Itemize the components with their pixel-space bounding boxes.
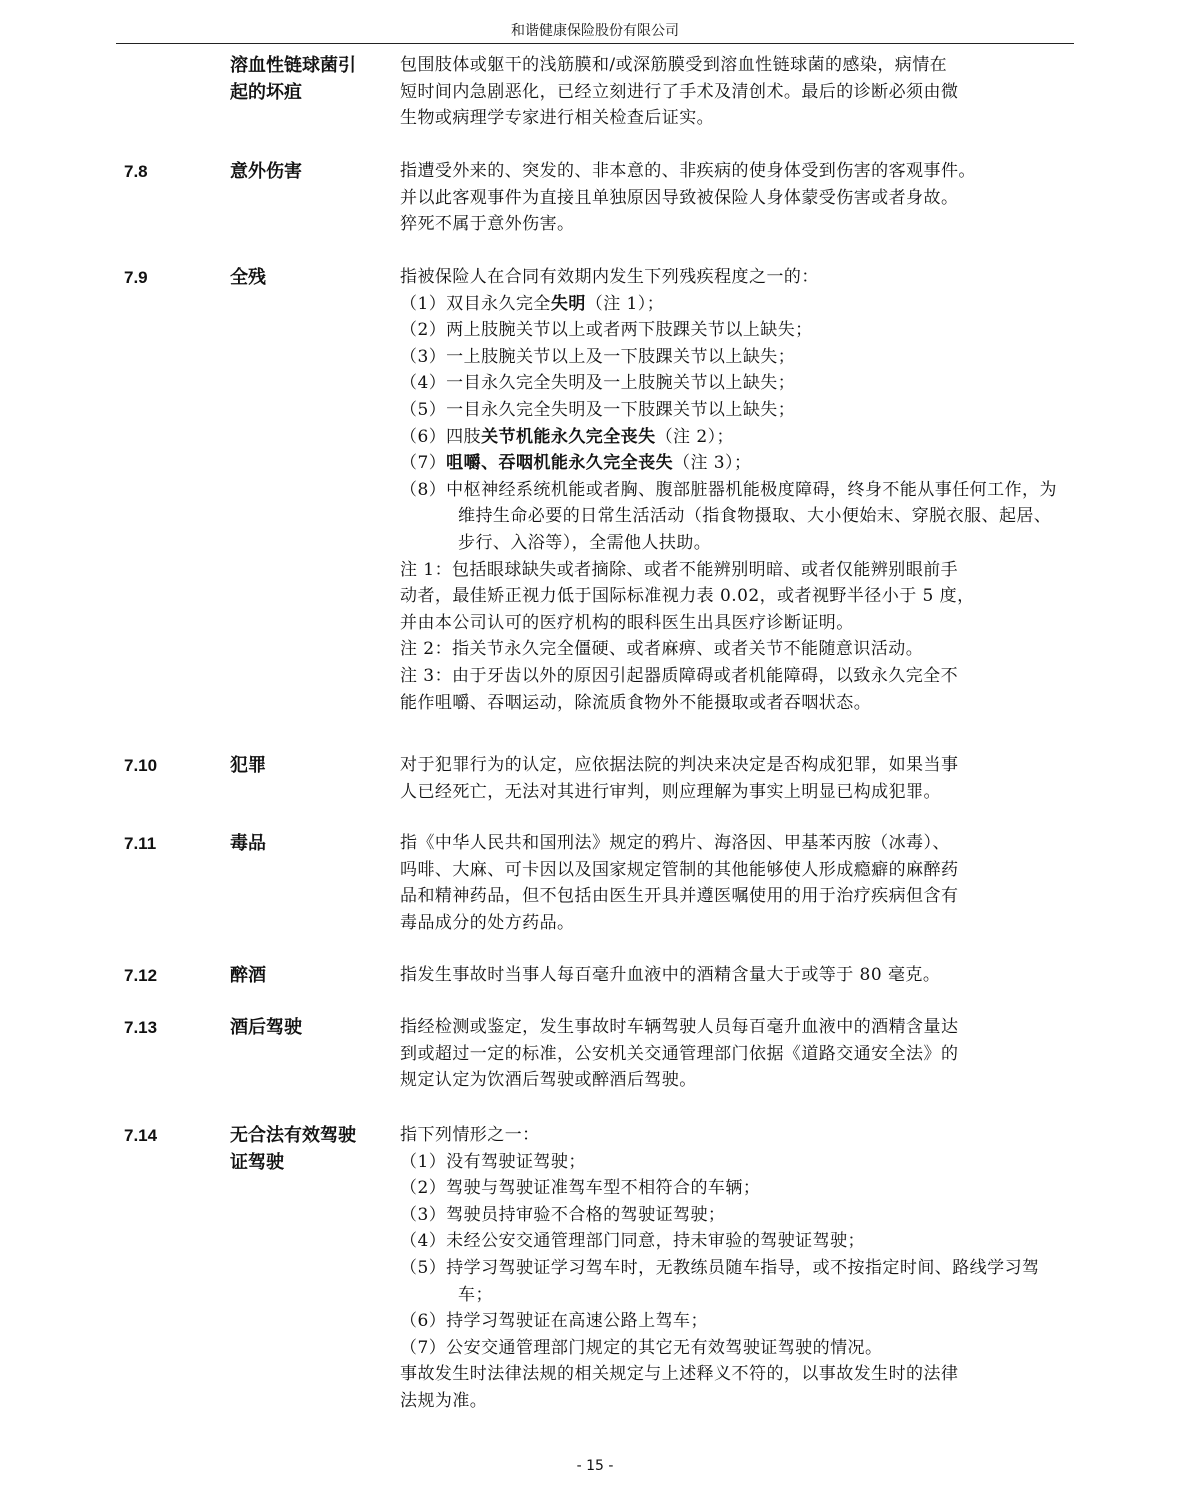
page-number: - 15 - — [576, 1458, 614, 1474]
text-line: 指下列情形之一： — [400, 1125, 540, 1145]
term-definition — [400, 1122, 1068, 1415]
term-title: 全残 — [230, 267, 266, 288]
term-line: 溶血性链球菌引 — [230, 55, 356, 76]
list-item: （4）未经公安交通管理部门同意，持未审验的驾驶证驾驶； — [400, 1231, 865, 1252]
header-divider — [116, 43, 1074, 44]
section-number: 7.10 — [124, 756, 158, 775]
text-line: 人已经死亡，无法对其进行审判，则应理解为事实上明显已构成犯罪。 — [400, 781, 941, 802]
text-line: 法规为准。 — [400, 1390, 488, 1411]
text-line: 品和精神药品，但不包括由医生开具并遵医嘱使用的用于治疗疾病但含有 — [400, 886, 959, 907]
list-item: （7）咀嚼、吞咽机能永久完全丧失（注 3）； — [400, 453, 752, 474]
term-title: 意外伤害 — [230, 161, 302, 182]
text-line: 短时间内急剧恶化，已经立刻进行了手术及清创术。最后的诊断必须由微 — [400, 81, 959, 102]
list-item: （6）四肢关节机能永久完全丧失（注 2）； — [400, 426, 734, 447]
term-definition — [400, 962, 1068, 989]
list-item: （3）驾驶员持审验不合格的驾驶证驾驶； — [400, 1204, 726, 1225]
section-number: 7.8 — [124, 162, 148, 181]
term-line: 起的坏疽 — [230, 82, 302, 103]
section-number: 7.11 — [124, 834, 157, 853]
text-line: 猝死不属于意外伤害。 — [400, 214, 575, 235]
term-definition — [400, 1014, 1068, 1094]
list-item: （3）一上肢腕关节以上及一下肢踝关节以上缺失； — [400, 346, 796, 367]
list-item: （4）一目永久完全失明及一上肢腕关节以上缺失； — [400, 373, 796, 394]
list-item: （2）两上肢腕关节以上或者两下肢踝关节以上缺失； — [400, 320, 813, 341]
term-definition — [400, 752, 1068, 805]
text-line: 规定认定为饮酒后驾驶或醉酒后驾驶。 — [400, 1070, 697, 1091]
note-line: 并由本公司认可的医疗机构的眼科医生出具医疗诊断证明。 — [400, 612, 854, 633]
list-item: （1）没有驾驶证驾驶； — [400, 1151, 586, 1172]
term-definition — [400, 158, 1068, 238]
text-line: 到或超过一定的标准，公安机关交通管理部门依据《道路交通安全法》的 — [400, 1043, 959, 1064]
text-line: 生物或病理学专家进行相关检查后证实。 — [400, 108, 715, 129]
term-definition — [400, 264, 1068, 716]
text-line: 毒品成分的处方药品。 — [400, 912, 575, 933]
section-number: 7.14 — [124, 1126, 158, 1145]
list-item: （6）持学习驾驶证在高速公路上驾车； — [400, 1311, 708, 1332]
section-number: 7.9 — [124, 268, 148, 287]
note-line: 注 1：包括眼球缺失或者摘除、或者不能辨别明暗、或者仅能辨别眼前手 — [400, 559, 959, 580]
text-line: 指遭受外来的、突发的、非本意的、非疾病的使身体受到伤害的客观事件。 — [400, 161, 976, 181]
term-definition — [400, 830, 1068, 936]
term-title: 醉酒 — [230, 965, 266, 986]
text-line: 事故发生时法律法规的相关规定与上述释义不符的，以事故发生时的法律 — [400, 1364, 959, 1385]
text-line: 对于犯罪行为的认定，应依据法院的判决来决定是否构成犯罪，如果当事 — [400, 755, 959, 775]
term-title: 毒品 — [230, 833, 266, 854]
text-line: 指发生事故时当事人每百毫升血液中的酒精含量大于或等于 80 毫克。 — [400, 965, 941, 985]
note-line: 动者，最佳矫正视力低于国际标准视力表 0.02，或者视野半径小于 5 度， — [400, 586, 975, 607]
company-header: 和谐健康保险股份有限公司 — [511, 23, 679, 39]
term-line: 证驾驶 — [230, 1152, 284, 1173]
text-line: 并以此客观事件为直接且单独原因导致被保险人身体蒙受伤害或者身故。 — [400, 187, 959, 208]
note-line: 注 3：由于牙齿以外的原因引起器质障碍或者机能障碍，以致永久完全不 — [400, 665, 959, 686]
list-item: （7）公安交通管理部门规定的其它无有效驾驶证驾驶的情况。 — [400, 1337, 883, 1358]
text-line: 指《中华人民共和国刑法》规定的鸦片、海洛因、甲基苯丙胺（冰毒）、 — [400, 833, 950, 853]
section-number: 7.13 — [124, 1018, 158, 1037]
term-definition — [400, 52, 1068, 132]
term-title — [230, 52, 390, 106]
term-line: 无合法有效驾驶 — [230, 1125, 356, 1146]
list-item: （5）一目永久完全失明及一下肢踝关节以上缺失； — [400, 399, 796, 420]
text-line: 包围肢体或躯干的浅筋膜和/或深筋膜受到溶血性链球菌的感染，病情在 — [400, 55, 948, 75]
term-title: 酒后驾驶 — [230, 1017, 302, 1038]
list-item: （8）中枢神经系统机能或者胸、腹部脏器机能极度障碍，终身不能从事任何工作，为维持生命必要的日常生活活动（指食物摄取、大小便始末、穿脱衣服、起居、步行、入浴等），全需他人扶助。 — [400, 479, 1057, 553]
term-title: 犯罪 — [230, 755, 266, 776]
text-line: 指经检测或鉴定，发生事故时车辆驾驶人员每百毫升血液中的酒精含量达 — [400, 1017, 959, 1037]
note-line: 注 2：指关节永久完全僵硬、或者麻痹、或者关节不能随意识活动。 — [400, 639, 924, 660]
list-item: （2）驾驶与驾驶证准驾车型不相符合的车辆； — [400, 1178, 761, 1199]
note-line: 能作咀嚼、吞咽运动，除流质食物外不能摄取或者吞咽状态。 — [400, 692, 872, 713]
text-line: 吗啡、大麻、可卡因以及国家规定管制的其他能够使人形成瘾癖的麻醉药 — [400, 859, 959, 880]
term-title — [230, 1122, 390, 1176]
text-line: 指被保险人在合同有效期内发生下列残疾程度之一的： — [400, 267, 819, 287]
section-number: 7.12 — [124, 966, 158, 985]
list-item: （1）双目永久完全失明（注 1）； — [400, 293, 665, 314]
list-item: （5）持学习驾驶证学习驾车时，无教练员随车指导，或不按指定时间、路线学习驾车； — [400, 1257, 1040, 1305]
